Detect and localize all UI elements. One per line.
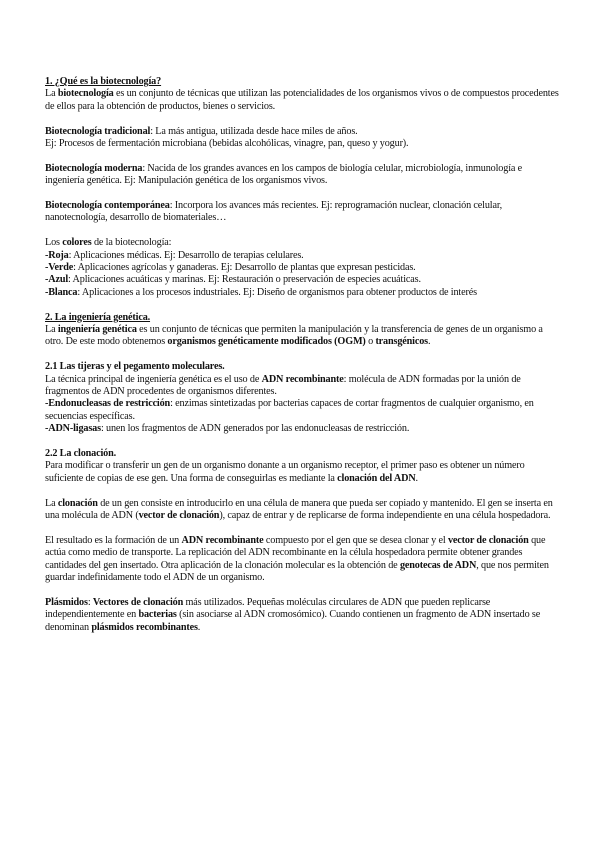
bold-term: Roja: [48, 249, 69, 261]
text: : enzimas sintetizadas por bacterias capaces de cortar fragmentos de cualquier organismo, en secuencias específicas.: [45, 398, 534, 422]
intro-text: [45, 324, 543, 347]
bold-term: genotecas de ADN: [399, 559, 477, 571]
text: .: [415, 472, 418, 484]
bullet: -: [45, 286, 49, 298]
text: : Aplicaciones médicas. Ej: Desarrollo de terapias celulares.: [68, 249, 304, 261]
text: :: [87, 596, 93, 608]
text: La: [45, 88, 58, 100]
list-item-ligases: [45, 423, 560, 435]
text: o: [365, 336, 376, 348]
intro-text: [45, 374, 560, 399]
text: : molécula de ADN formadas por la unión de fragmentos de ADN procedentes de organismos diferentes.: [45, 373, 521, 398]
text: que actúa como medio de transporte. La replicación del ADN recombinante en la célula hospedadora permite obtener grandes cantidades del gen insertado. Otra aplicación de la clonación molecular es la obtención de: [45, 534, 546, 571]
cloning-paragraph-3: [45, 535, 560, 585]
bold-term: clonación del ADN: [337, 472, 416, 484]
bold-term: Verde: [48, 262, 74, 274]
bold-term: ADN-ligasas: [48, 423, 101, 435]
bold-term: ADN recombinante: [261, 373, 344, 385]
text: es un conjunto de técnicas que utilizan las potencialidades de los organismos vivos o de compuestos procedentes de ellos para la obtención de productos, bienes o servicios.: [45, 88, 559, 112]
plasmids-paragraph: [45, 597, 560, 634]
paragraph-text: [45, 460, 525, 483]
color-item-green: [45, 262, 560, 274]
bullet: -: [45, 423, 49, 435]
bold-term: Plásmidos: [45, 596, 88, 608]
bold-term: biotecnología: [57, 88, 114, 100]
colors-intro: [45, 237, 560, 249]
text: : La más antigua, utilizada desde hace miles de años.: [150, 125, 358, 137]
cloning-paragraph-2: [45, 498, 560, 523]
section-heading: 2. La ingeniería genética.: [45, 311, 151, 323]
text: (sin asociarse al ADN cromosómico). Cuando contienen un fragmento de ADN insertado se denominan: [45, 609, 541, 633]
bold-term: ingeniería genética: [57, 324, 137, 336]
bold-term: vector de clonación: [138, 510, 220, 522]
text: : unen los fragmentos de ADN generados por las endonucleasas de restricción.: [100, 423, 410, 435]
text: de la biotecnología:: [91, 237, 172, 249]
bullet: -: [45, 249, 49, 261]
bold-term: clonación: [57, 497, 98, 509]
list-item-endonucleases: [45, 398, 560, 423]
color-item-blue: [45, 274, 560, 286]
text: es un conjunto de técnicas que permiten la manipulación y la transferencia de genes de un organismo a otro. De este modo obtenemos: [45, 324, 543, 348]
text: : Aplicaciones a los procesos industriales. Ej: Diseño de organismos para obtener productos de interés: [77, 286, 477, 298]
bullet: -: [45, 262, 49, 274]
bold-term: plásmidos recombinantes: [91, 621, 198, 633]
text: : Incorpora los avances más recientes. Ej: reprogramación nuclear, clonación celular, nanotecnología, desarrollo de biomateriales…: [45, 200, 503, 224]
section-genetic-engineering: [45, 312, 560, 349]
color-item-white: [45, 287, 560, 299]
bold-term: colores: [62, 237, 92, 249]
text: , que nos permiten guardar indefinidamente todo el ADN de un organismo.: [45, 559, 549, 584]
bold-term: Azul: [48, 274, 69, 286]
color-item-red: [45, 250, 560, 262]
intro-text: [45, 88, 559, 111]
section-heading: 1. ¿Qué es la biotecnología?: [45, 76, 162, 87]
text: La: [45, 324, 58, 336]
type-contemporary: [45, 200, 560, 225]
bold-term: Vectores de clonación: [92, 596, 184, 608]
bold-term: Biotecnología contemporánea: [45, 200, 170, 212]
bold-term: transgénicos: [375, 336, 428, 348]
text: La técnica principal de ingeniería genética es el uso de: [45, 373, 262, 385]
document-page: [45, 76, 560, 647]
text: compuesto por el gen que se desea clonar y el: [263, 534, 448, 546]
bold-term: organismos genéticamente modificados (OGM): [167, 336, 366, 348]
bold-term: Biotecnología tradicional: [45, 125, 151, 137]
text: El resultado es la formación de un: [45, 534, 182, 546]
section-molecular-tools: [45, 361, 560, 435]
text: ), capaz de entrar y de replicarse de forma independiente en una célula hospedadora.: [219, 510, 551, 522]
text: : Aplicaciones agrícolas y ganaderas. Ej: Desarrollo de plantas que expresan pesticidas.: [73, 262, 416, 274]
text: Para modificar o transferir un gen de un organismo donante a un organismo receptor, el primer paso es obtener un número suficiente de copias de ese gen. Una forma de conseguirlas es mediante la: [45, 460, 525, 484]
text: La: [45, 497, 58, 509]
bold-term: Biotecnología moderna: [45, 162, 143, 174]
text: .: [427, 336, 431, 348]
text: Los: [45, 237, 63, 249]
text: : Nacida de los grandes avances en los campos de biología celular, microbiología, inmunología e ingeniería genética. Ej: Manipulación genética de los organismos vivos.: [45, 162, 523, 187]
bold-term: Blanca: [48, 286, 78, 298]
section-heading: 2.2 La clonación.: [45, 448, 117, 460]
section-cloning: [45, 448, 560, 485]
bold-term: ADN recombinante: [181, 534, 264, 546]
example-text: Ej: Procesos de fermentación microbiana (bebidas alcohólicas, vinagre, pan, queso y yogur).: [45, 138, 409, 150]
bullet: -: [45, 274, 49, 286]
colors-list: [45, 237, 560, 299]
bullet: -: [45, 398, 49, 410]
bold-term: Endonucleasas de restricción: [48, 398, 171, 410]
text: .: [197, 621, 201, 633]
section-biotechnology: [45, 76, 560, 113]
type-traditional: [45, 126, 560, 151]
text: : Aplicaciones acuáticas y marinas. Ej: Restauración o preservación de especies acuáticas.: [68, 274, 421, 286]
text: más utilizados. Pequeñas moléculas circulares de ADN que pueden replicarse independientemente en: [45, 596, 491, 621]
section-heading: 2.1 Las tijeras y el pegamento moleculares.: [45, 361, 225, 373]
bold-term: vector de clonación: [447, 534, 529, 546]
type-modern: [45, 163, 560, 188]
text: de un gen consiste en introducirlo en una célula de manera que pueda ser copiado y mantenido. El gen se inserta en una molécula de ADN (: [45, 497, 553, 522]
bold-term: bacterias: [138, 609, 177, 621]
